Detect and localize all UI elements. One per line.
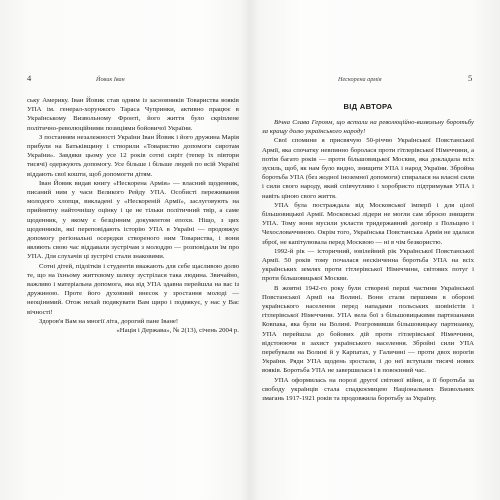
paragraph: УПА була постраждала від Московської імперії і для цілої більшовицької Армії. Московські лідери не могли сам зброєю знищити УПА. Тому вони мусили укласти тридержавний договір з Польщею і Чехословаччиною. Окрім того, Українська Повстанська Армія не здалася зброї, не капітулювала перед Москвою — ні в чім безкористю. xyxy=(262,201,474,246)
right-page-text xyxy=(262,118,474,403)
right-page-number: 5 xyxy=(468,73,473,83)
paragraph: Свої спомини я присвячую 50-річчю Української Повстанської Армії, яка спочатку невпинно боролася проти гітлерівської Німеччини, а потім багато років — проти більшовицької Москви, яка докладала всіх зусиль, щоб, як нам було видно, знищити УПА і народ України. Збройна боротьба УПА (без жодної іноземної допомоги) спиралася на власні сили і сили свого народу, який співчутливо і хоробристо підтримував УПА і навіть ціною свого життя. xyxy=(262,137,474,200)
section-title: ВІД АВТОРА xyxy=(343,102,393,111)
paragraph: Сотні дітей, підлітків і студентів вважають для себе щасливою долю те, що на їхньому життєвому шляху зустрілася така людина. Звичайно, важливо і матеріальна допомога, яка від УПА здавна перейшла на вас із дружиною. Проте його духовний внесок у зростання молоді — неоцінимий. Отож нехай подякувати Вам щиро і подвякує, у нас у Вас вічності! xyxy=(27,262,239,316)
paragraph: В жовтні 1942-го року були створені перші частини Української Повстанської Армії на Волині. Вони стали першими в обороні українського населення перед нападами польських шовіністів і гітлерівської Німеччини. УПА вела бої з більшовицькими партизанами Ковпака, яка були на Волині. Розгромивши більшовицьку партизанку, УПА перейшла до бойових дій проти гітлерівської Німеччини, відстоюючи в захист українського населення. Збройні сили УПА перебували на Волині й у Карпатах, у Галичині — проти двох ворогів України. Ряди УПА щодень зростали, і до неї вступали тисячі нових вояків. Боротьба УПА не завершилася і в повоєнний час. xyxy=(262,284,474,375)
paragraph: 1992-й рік — історичний, ювілейний рік Української Повстанської Армії. 50 років тому почалася нескінченна боротьба УПА на всіх українських землях проти гітлерівської Німеччини, світових потуг і проти більшовицької Москви. xyxy=(262,247,474,283)
left-page-number: 4 xyxy=(27,73,32,83)
left-running-head: Йовик Іван xyxy=(96,76,125,83)
right-running-head: Нескорена армія xyxy=(338,76,382,83)
source-citation: «Нація і Держава», № 2(13), січень 2004 р. xyxy=(116,327,239,335)
paragraph: Здоров'я Вам на многії літа, дорогий пане Іване! xyxy=(39,317,179,325)
paragraph: Вічна Слава Героям, що встали на революційно-визвольну боротьбу за кращу долю українського народу! xyxy=(262,119,474,136)
paragraph: УПА оформилась на порозі другої світової війни, а її боротьба за свободу українців стала спадкоємицею Національних Визвольних змагань 1917-1921 років та продовжила боротьбу за Україну. xyxy=(262,376,474,403)
paragraph: Іван Йовик видав книгу «Нескорена Армія» — власний щоденник, писаний ним у часи Великого Рейду УПА. Особисті переживання молодого хлопця, викладені у «Нескореній Армії», заслуговують на прийнятну найточнішу оцінку і це не тільки політичний твір, а саме щоденник, у якому є безцінним документом епохи. Ніщо, з цих щоденників, які переповідають історію УПА в Україні — продовжує допомогу регіональні осередки створеного ним Товариства, і вони являють свою час віддавали зустрічам з молоддю — розповідали їм про УПА. Для слухачів ці зустрічі стали знаковими. xyxy=(27,179,239,261)
left-page-text xyxy=(27,96,239,335)
paragraph: ську Америку. Іван Йовик став одним із засновників Товариства вояків УПА ім. генерал-хорунжого Тараса Чупринки, активно працює в Українському Визвольному Фронті, його життя було скріплене політично-революційними позиціями бойовичої України. xyxy=(27,97,239,132)
paragraph: З постанням незалежності України Іван Йовик і його дружина Марія прибули на Батьківщину і створили «Товариство допомоги сиротам України». Завдяки цьому усе 12 років сотні сиріт (тепер їх півтори тисячі) одержують допомогу. Усе більше і більше людей по всій Україні віддають свої кошти, щоб допомогти дітям. xyxy=(27,133,239,178)
